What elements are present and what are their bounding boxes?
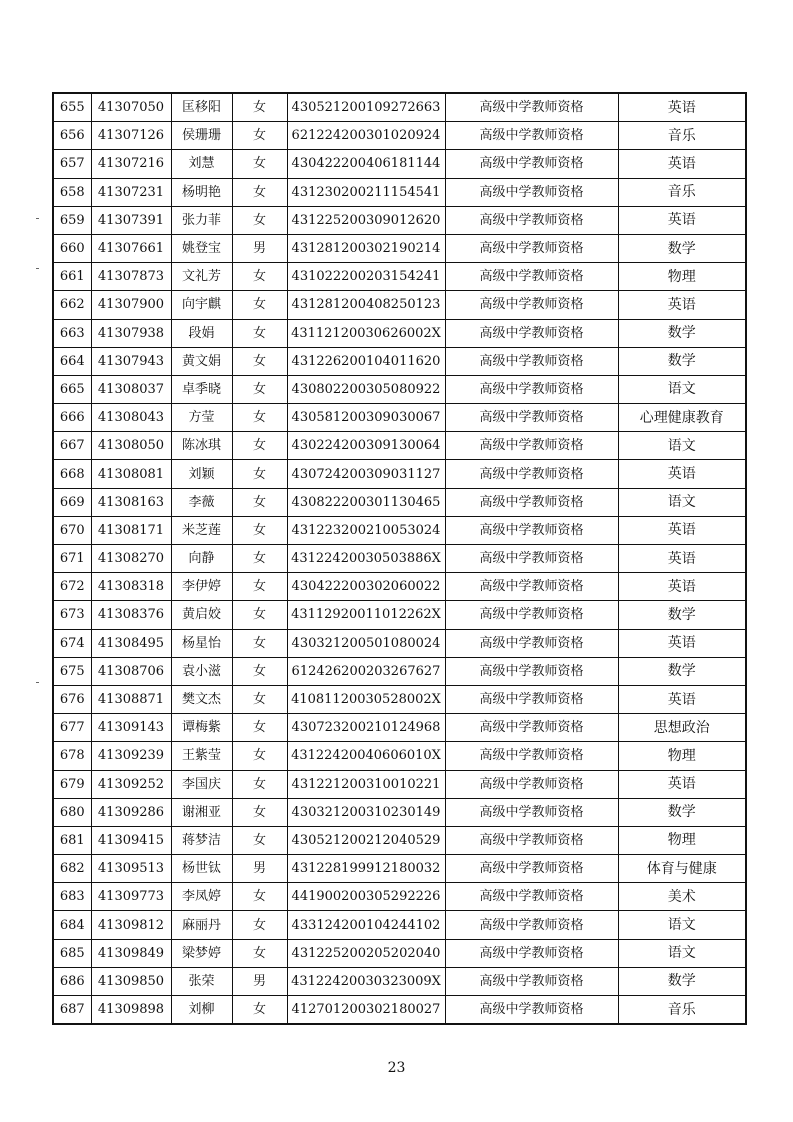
- table-row: [53, 319, 746, 347]
- gender-cell: 女: [232, 122, 287, 150]
- table-row: [53, 798, 746, 826]
- name-cell: 匡移阳: [171, 93, 232, 122]
- name-cell: 向静: [171, 545, 232, 573]
- candidate-id-cell: 41307873: [91, 263, 171, 291]
- subject-cell: 数学: [618, 657, 746, 685]
- name-cell: 方莹: [171, 404, 232, 432]
- candidate-id-cell: 41307126: [91, 122, 171, 150]
- table-row: [53, 150, 746, 178]
- name-cell: 杨世钛: [171, 855, 232, 883]
- row-number-cell: 680: [53, 798, 91, 826]
- qualification-type-cell: 高级中学教师资格: [445, 629, 618, 657]
- id-card-cell: 430822200301130465: [287, 488, 445, 516]
- subject-cell: 英语: [618, 516, 746, 544]
- row-number-cell: 682: [53, 855, 91, 883]
- subject-cell: 英语: [618, 291, 746, 319]
- id-card-cell: 431226200104011620: [287, 347, 445, 375]
- name-cell: 卓季晓: [171, 375, 232, 403]
- table-row: [53, 516, 746, 544]
- row-number-cell: 661: [53, 263, 91, 291]
- id-card-cell: 621224200301020924: [287, 122, 445, 150]
- gender-cell: 女: [232, 375, 287, 403]
- id-card-cell: 430422200406181144: [287, 150, 445, 178]
- candidate-id-cell: 41309513: [91, 855, 171, 883]
- id-card-cell: 43122420030323009X: [287, 967, 445, 995]
- candidate-id-cell: 41307938: [91, 319, 171, 347]
- scan-mark: [36, 218, 39, 219]
- name-cell: 文礼芳: [171, 263, 232, 291]
- subject-cell: 数学: [618, 967, 746, 995]
- gender-cell: 女: [232, 488, 287, 516]
- table-body: [53, 93, 746, 1024]
- id-card-cell: 433124200104244102: [287, 911, 445, 939]
- row-number-cell: 678: [53, 742, 91, 770]
- subject-cell: 英语: [618, 93, 746, 122]
- gender-cell: 女: [232, 911, 287, 939]
- table-row: [53, 685, 746, 713]
- row-number-cell: 677: [53, 714, 91, 742]
- gender-cell: 男: [232, 234, 287, 262]
- table-row: [53, 855, 746, 883]
- table-row: [53, 347, 746, 375]
- subject-cell: 美术: [618, 883, 746, 911]
- row-number-cell: 667: [53, 432, 91, 460]
- subject-cell: 英语: [618, 629, 746, 657]
- subject-cell: 体育与健康: [618, 855, 746, 883]
- subject-cell: 英语: [618, 206, 746, 234]
- candidate-id-cell: 41309143: [91, 714, 171, 742]
- qualification-type-cell: 高级中学教师资格: [445, 206, 618, 234]
- id-card-cell: 431225200205202040: [287, 939, 445, 967]
- name-cell: 王紫莹: [171, 742, 232, 770]
- qualification-type-cell: 高级中学教师资格: [445, 319, 618, 347]
- id-card-cell: 431225200309012620: [287, 206, 445, 234]
- qualification-type-cell: 高级中学教师资格: [445, 375, 618, 403]
- row-number-cell: 665: [53, 375, 91, 403]
- name-cell: 杨明艳: [171, 178, 232, 206]
- table-row: [53, 573, 746, 601]
- subject-cell: 语文: [618, 375, 746, 403]
- name-cell: 姚登宝: [171, 234, 232, 262]
- gender-cell: 女: [232, 178, 287, 206]
- candidate-id-cell: 41307900: [91, 291, 171, 319]
- table-row: [53, 826, 746, 854]
- row-number-cell: 686: [53, 967, 91, 995]
- subject-cell: 物理: [618, 826, 746, 854]
- subject-cell: 音乐: [618, 996, 746, 1025]
- name-cell: 樊文杰: [171, 685, 232, 713]
- name-cell: 谢湘亚: [171, 798, 232, 826]
- candidate-id-cell: 41309849: [91, 939, 171, 967]
- name-cell: 黄文娟: [171, 347, 232, 375]
- qualification-type-cell: 高级中学教师资格: [445, 432, 618, 460]
- subject-cell: 数学: [618, 319, 746, 347]
- row-number-cell: 657: [53, 150, 91, 178]
- gender-cell: 女: [232, 516, 287, 544]
- row-number-cell: 684: [53, 911, 91, 939]
- subject-cell: 语文: [618, 939, 746, 967]
- candidate-id-cell: 41309252: [91, 770, 171, 798]
- gender-cell: 女: [232, 432, 287, 460]
- name-cell: 麻丽丹: [171, 911, 232, 939]
- name-cell: 袁小滋: [171, 657, 232, 685]
- table-row: [53, 967, 746, 995]
- candidate-id-cell: 41308081: [91, 460, 171, 488]
- subject-cell: 英语: [618, 573, 746, 601]
- table-row: [53, 601, 746, 629]
- name-cell: 陈冰琪: [171, 432, 232, 460]
- qualification-type-cell: 高级中学教师资格: [445, 460, 618, 488]
- candidate-id-cell: 41308376: [91, 601, 171, 629]
- subject-cell: 语文: [618, 488, 746, 516]
- subject-cell: 物理: [618, 263, 746, 291]
- id-card-cell: 430321200501080024: [287, 629, 445, 657]
- gender-cell: 女: [232, 657, 287, 685]
- qualification-type-cell: 高级中学教师资格: [445, 911, 618, 939]
- gender-cell: 女: [232, 291, 287, 319]
- name-cell: 张荣: [171, 967, 232, 995]
- qualification-type-cell: 高级中学教师资格: [445, 967, 618, 995]
- candidate-id-cell: 41309286: [91, 798, 171, 826]
- candidate-id-cell: 41307661: [91, 234, 171, 262]
- qualification-type-cell: 高级中学教师资格: [445, 178, 618, 206]
- id-card-cell: 441900200305292226: [287, 883, 445, 911]
- name-cell: 张力菲: [171, 206, 232, 234]
- gender-cell: 女: [232, 742, 287, 770]
- subject-cell: 音乐: [618, 178, 746, 206]
- qualification-type-cell: 高级中学教师资格: [445, 488, 618, 516]
- id-card-cell: 431281200302190214: [287, 234, 445, 262]
- scan-mark: [36, 682, 39, 683]
- gender-cell: 女: [232, 939, 287, 967]
- gender-cell: 女: [232, 404, 287, 432]
- gender-cell: 女: [232, 319, 287, 347]
- table-row: [53, 460, 746, 488]
- qualification-type-cell: 高级中学教师资格: [445, 798, 618, 826]
- candidate-id-cell: 41308043: [91, 404, 171, 432]
- name-cell: 李凤婷: [171, 883, 232, 911]
- id-card-cell: 430581200309030067: [287, 404, 445, 432]
- table-row: [53, 178, 746, 206]
- name-cell: 杨星怡: [171, 629, 232, 657]
- row-number-cell: 679: [53, 770, 91, 798]
- id-card-cell: 43122420040606010X: [287, 742, 445, 770]
- id-card-cell: 431228199912180032: [287, 855, 445, 883]
- subject-cell: 物理: [618, 742, 746, 770]
- id-card-cell: 430422200302060022: [287, 573, 445, 601]
- candidate-id-cell: 41308037: [91, 375, 171, 403]
- gender-cell: 女: [232, 714, 287, 742]
- qualification-type-cell: 高级中学教师资格: [445, 404, 618, 432]
- row-number-cell: 656: [53, 122, 91, 150]
- subject-cell: 语文: [618, 432, 746, 460]
- qualification-type-cell: 高级中学教师资格: [445, 939, 618, 967]
- scan-mark: [36, 268, 39, 269]
- subject-cell: 语文: [618, 911, 746, 939]
- candidate-id-cell: 41308270: [91, 545, 171, 573]
- subject-cell: 思想政治: [618, 714, 746, 742]
- table-row: [53, 206, 746, 234]
- id-card-cell: 43112920011012262X: [287, 601, 445, 629]
- table-row: [53, 291, 746, 319]
- name-cell: 李伊婷: [171, 573, 232, 601]
- row-number-cell: 683: [53, 883, 91, 911]
- row-number-cell: 660: [53, 234, 91, 262]
- candidate-id-cell: 41309898: [91, 996, 171, 1025]
- gender-cell: 女: [232, 685, 287, 713]
- candidate-id-cell: 41307231: [91, 178, 171, 206]
- row-number-cell: 676: [53, 685, 91, 713]
- candidate-id-cell: 41309415: [91, 826, 171, 854]
- row-number-cell: 663: [53, 319, 91, 347]
- qualification-type-cell: 高级中学教师资格: [445, 150, 618, 178]
- qualification-type-cell: 高级中学教师资格: [445, 742, 618, 770]
- qualification-type-cell: 高级中学教师资格: [445, 573, 618, 601]
- candidate-id-cell: 41308050: [91, 432, 171, 460]
- id-card-cell: 41081120030528002X: [287, 685, 445, 713]
- row-number-cell: 685: [53, 939, 91, 967]
- name-cell: 李薇: [171, 488, 232, 516]
- table-row: [53, 996, 746, 1025]
- table-row: [53, 488, 746, 516]
- table-row: [53, 234, 746, 262]
- gender-cell: 女: [232, 629, 287, 657]
- id-card-cell: 430224200309130064: [287, 432, 445, 460]
- name-cell: 侯珊珊: [171, 122, 232, 150]
- subject-cell: 心理健康教育: [618, 404, 746, 432]
- row-number-cell: 668: [53, 460, 91, 488]
- qualification-type-cell: 高级中学教师资格: [445, 516, 618, 544]
- gender-cell: 女: [232, 573, 287, 601]
- gender-cell: 女: [232, 150, 287, 178]
- teacher-qualification-table: [52, 92, 747, 1025]
- qualification-type-cell: 高级中学教师资格: [445, 770, 618, 798]
- subject-cell: 英语: [618, 460, 746, 488]
- row-number-cell: 659: [53, 206, 91, 234]
- gender-cell: 女: [232, 770, 287, 798]
- candidate-id-cell: 41308171: [91, 516, 171, 544]
- table-row: [53, 883, 746, 911]
- candidate-id-cell: 41308871: [91, 685, 171, 713]
- candidate-id-cell: 41307216: [91, 150, 171, 178]
- row-number-cell: 664: [53, 347, 91, 375]
- gender-cell: 男: [232, 967, 287, 995]
- qualification-type-cell: 高级中学教师资格: [445, 714, 618, 742]
- row-number-cell: 675: [53, 657, 91, 685]
- table-row: [53, 404, 746, 432]
- qualification-type-cell: 高级中学教师资格: [445, 855, 618, 883]
- id-card-cell: 431022200203154241: [287, 263, 445, 291]
- id-card-cell: 43112120030626002X: [287, 319, 445, 347]
- table-row: [53, 122, 746, 150]
- row-number-cell: 674: [53, 629, 91, 657]
- name-cell: 梁梦婷: [171, 939, 232, 967]
- candidate-id-cell: 41309239: [91, 742, 171, 770]
- row-number-cell: 669: [53, 488, 91, 516]
- row-number-cell: 671: [53, 545, 91, 573]
- qualification-type-cell: 高级中学教师资格: [445, 826, 618, 854]
- name-cell: 刘颖: [171, 460, 232, 488]
- gender-cell: 女: [232, 206, 287, 234]
- candidate-id-cell: 41309812: [91, 911, 171, 939]
- id-card-cell: 430723200210124968: [287, 714, 445, 742]
- subject-cell: 英语: [618, 150, 746, 178]
- row-number-cell: 670: [53, 516, 91, 544]
- gender-cell: 女: [232, 347, 287, 375]
- qualification-type-cell: 高级中学教师资格: [445, 657, 618, 685]
- subject-cell: 数学: [618, 234, 746, 262]
- table-row: [53, 545, 746, 573]
- candidate-id-cell: 41308163: [91, 488, 171, 516]
- qualification-type-cell: 高级中学教师资格: [445, 545, 618, 573]
- row-number-cell: 672: [53, 573, 91, 601]
- qualification-type-cell: 高级中学教师资格: [445, 234, 618, 262]
- row-number-cell: 681: [53, 826, 91, 854]
- row-number-cell: 662: [53, 291, 91, 319]
- id-card-cell: 43122420030503886X: [287, 545, 445, 573]
- table-row: [53, 629, 746, 657]
- table-row: [53, 939, 746, 967]
- candidate-id-cell: 41308495: [91, 629, 171, 657]
- gender-cell: 女: [232, 996, 287, 1025]
- candidate-id-cell: 41307050: [91, 93, 171, 122]
- gender-cell: 男: [232, 855, 287, 883]
- id-card-cell: 431281200408250123: [287, 291, 445, 319]
- table-row: [53, 714, 746, 742]
- candidate-id-cell: 41309773: [91, 883, 171, 911]
- name-cell: 蒋梦洁: [171, 826, 232, 854]
- gender-cell: 女: [232, 460, 287, 488]
- gender-cell: 女: [232, 826, 287, 854]
- subject-cell: 英语: [618, 770, 746, 798]
- row-number-cell: 655: [53, 93, 91, 122]
- gender-cell: 女: [232, 93, 287, 122]
- id-card-cell: 430724200309031127: [287, 460, 445, 488]
- table-row: [53, 742, 746, 770]
- qualification-type-cell: 高级中学教师资格: [445, 347, 618, 375]
- subject-cell: 音乐: [618, 122, 746, 150]
- table-row: [53, 657, 746, 685]
- candidate-id-cell: 41307943: [91, 347, 171, 375]
- qualification-type-cell: 高级中学教师资格: [445, 93, 618, 122]
- qualification-type-cell: 高级中学教师资格: [445, 883, 618, 911]
- id-card-cell: 412701200302180027: [287, 996, 445, 1025]
- id-card-cell: 431221200310010221: [287, 770, 445, 798]
- gender-cell: 女: [232, 798, 287, 826]
- gender-cell: 女: [232, 545, 287, 573]
- candidate-id-cell: 41308318: [91, 573, 171, 601]
- subject-cell: 英语: [618, 545, 746, 573]
- name-cell: 向宇麒: [171, 291, 232, 319]
- id-card-cell: 612426200203267627: [287, 657, 445, 685]
- qualification-type-cell: 高级中学教师资格: [445, 122, 618, 150]
- qualification-type-cell: 高级中学教师资格: [445, 291, 618, 319]
- candidate-id-cell: 41307391: [91, 206, 171, 234]
- subject-cell: 数学: [618, 601, 746, 629]
- name-cell: 李国庆: [171, 770, 232, 798]
- table-row: [53, 432, 746, 460]
- name-cell: 段娟: [171, 319, 232, 347]
- table-row: [53, 375, 746, 403]
- id-card-cell: 431223200210053024: [287, 516, 445, 544]
- candidate-id-cell: 41309850: [91, 967, 171, 995]
- name-cell: 谭梅紫: [171, 714, 232, 742]
- subject-cell: 英语: [618, 685, 746, 713]
- gender-cell: 女: [232, 601, 287, 629]
- name-cell: 刘柳: [171, 996, 232, 1025]
- candidate-id-cell: 41308706: [91, 657, 171, 685]
- page-number: 23: [387, 1060, 406, 1076]
- id-card-cell: 431230200211154541: [287, 178, 445, 206]
- table-row: [53, 911, 746, 939]
- row-number-cell: 687: [53, 996, 91, 1025]
- qualification-type-cell: 高级中学教师资格: [445, 263, 618, 291]
- gender-cell: 女: [232, 263, 287, 291]
- name-cell: 米芝莲: [171, 516, 232, 544]
- id-card-cell: 430521200212040529: [287, 826, 445, 854]
- id-card-cell: 430521200109272663: [287, 93, 445, 122]
- table-row: [53, 770, 746, 798]
- subject-cell: 数学: [618, 798, 746, 826]
- table-row: [53, 93, 746, 122]
- row-number-cell: 673: [53, 601, 91, 629]
- row-number-cell: 658: [53, 178, 91, 206]
- subject-cell: 数学: [618, 347, 746, 375]
- row-number-cell: 666: [53, 404, 91, 432]
- gender-cell: 女: [232, 883, 287, 911]
- id-card-cell: 430802200305080922: [287, 375, 445, 403]
- qualification-type-cell: 高级中学教师资格: [445, 996, 618, 1025]
- id-card-cell: 430321200310230149: [287, 798, 445, 826]
- qualification-type-cell: 高级中学教师资格: [445, 601, 618, 629]
- table-row: [53, 263, 746, 291]
- qualification-type-cell: 高级中学教师资格: [445, 685, 618, 713]
- name-cell: 黄启姣: [171, 601, 232, 629]
- name-cell: 刘慧: [171, 150, 232, 178]
